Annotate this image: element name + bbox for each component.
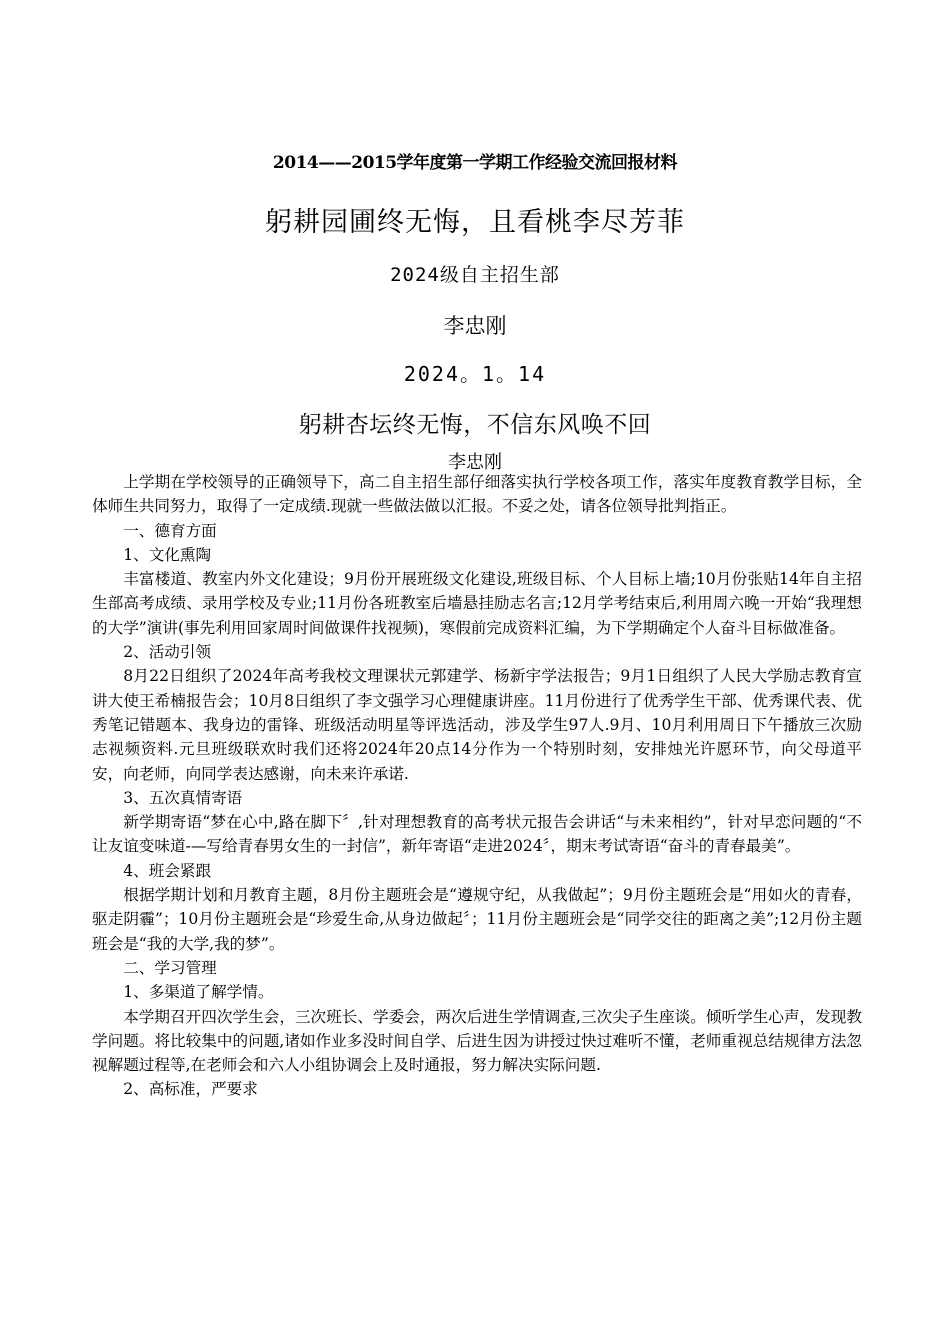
subsection-heading: 3、五次真情寄语	[123, 788, 243, 807]
main-title: 躬耕园圃终无悔，且看桃李尽芳菲	[265, 207, 685, 238]
paragraph: 丰富楼道、教室内外文化建设；9月份开展班级文化建设,班级目标、个人目标上墙;10月份张贴14年自主招生部高考成绩、录用学校及专业;11月份各班教室后墙悬挂励志名言;12月学考结束后,利用周六晚一开始“我理想的大学”演讲(事先利用回家周时间做课件找视频)，寒假前完成资料汇编，为下学期确定个人奋斗目标做准备。	[92, 570, 862, 637]
paragraph: 本学期召开四次学生会，三次班长、学委会，两次后进生学情调查,三次尖子生座谈。倾听学生心声，发现教学问题。将比较集中的问题,诸如作业多没时间自学、后进生因为讲授过快过难听不懂，老师重视总结规律方法忽视解题过程等,在老师会和六人小组协调会上及时通报，努力解决实际问题.	[92, 1007, 862, 1075]
subtitle: 躬耕杏坛终无悔，不信东风唤不回	[298, 412, 652, 438]
date-line: 2024。1。14	[403, 362, 547, 386]
subsection-heading: 2、高标准，严要求	[123, 1080, 258, 1099]
paragraph: 根据学期计划和月教育主题，8月份主题班会是“遵规守纪，从我做起”；9月份主题班会是“用如火的青春，驱走阴霾”；10月份主题班会是“珍爱生命,从身边做起〞；11月份主题班会是“同学交往的距离之美”;12月份主题班会是“我的大学,我的梦”。	[92, 886, 862, 953]
body-text	[92, 470, 862, 1102]
author-name: 李忠刚	[443, 314, 507, 338]
report-heading: 2014——2015学年度第一学期工作经验交流回报材料	[272, 153, 678, 173]
paragraph-intro: 上学期在学校领导的正确领导下，高二自主招生部仔细落实执行学校各项工作，落实年度教育教学目标，全体师生共同努力，取得了一定成绩.现就一些做法做以汇报。不妥之处，请各位领导批判指正。	[92, 473, 862, 516]
subsection-heading: 4、班会紧跟	[123, 861, 212, 880]
body-author-name: 李忠刚	[448, 452, 502, 473]
subsection-heading: 1、多渠道了解学情。	[123, 983, 274, 1002]
paragraph: 新学期寄语“梦在心中,路在脚下〞,针对理想教育的高考状元报告会讲话“与未来相约”，针对早恋问题的“不让友谊变味道-—写给青春男女生的一封信”，新年寄语“走进2024〞，期末考试寄语“奋斗的青春最美”。	[92, 813, 862, 856]
section-heading: 二、学习管理	[123, 958, 217, 977]
department-line: 2024级自主招生部	[390, 264, 560, 286]
subsection-heading: 2、活动引领	[123, 643, 212, 662]
paragraph: 8月22日组织了2024年高考我校文理课状元郭建学、杨新宇学法报告；9月1日组织了人民大学励志教育宣讲大使王希楠报告会；10月8日组织了李文强学习心理健康讲座。11月份进行了优秀学生干部、优秀课代表、优秀笔记错题本、我身边的雷锋、班级活动明星等评选活动，涉及学生97人.9月、10月利用周日下午播放三次励志视频资料.元旦班级联欢时我们还将2024年20点14分作为一个特别时刻，安排烛光许愿环节，向父母道平安，向老师，向同学表达感谢，向未来许承诺.	[92, 667, 862, 783]
section-heading: 一、德育方面	[123, 521, 217, 540]
subsection-heading: 1、文化熏陶	[123, 545, 212, 564]
